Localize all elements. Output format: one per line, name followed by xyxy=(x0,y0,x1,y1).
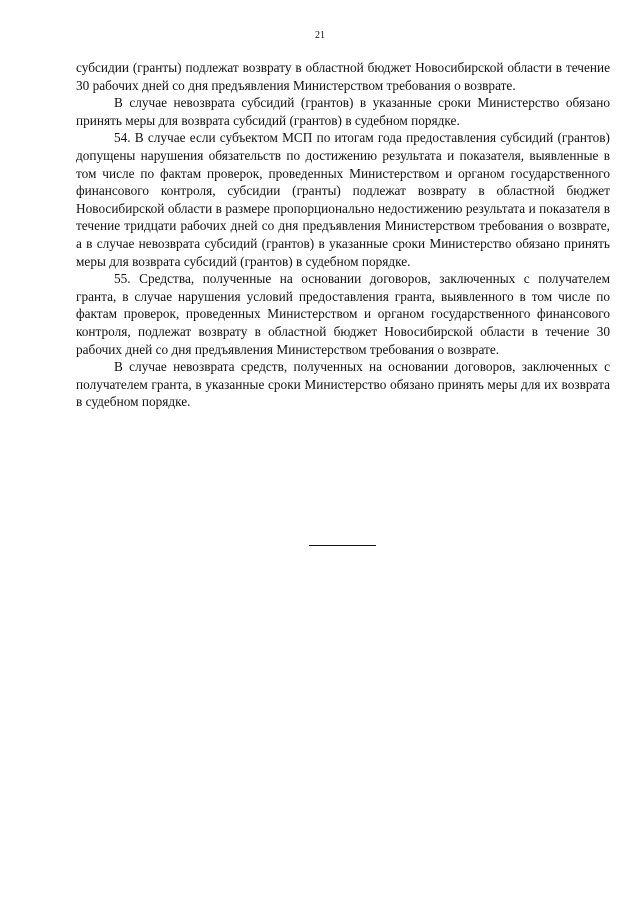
paragraph-item-54: 54. В случае если субъектом МСП по итогам года предоставления субсидий (грантов) допущены нарушения обязательств по достижению результата и показателя, выявленные в том числе по фактам проверок, проведенных Министерством и органом государственного финансового контроля, субсидии (гранты) подлежат возврату в областной бюджет Новосибирской области в размере пропорционально недостижению результата и показателя в течение тридцати рабочих дней со дня предъявления Министерством требования о возврате, а в случае невозврата субсидий (грантов) в указанные сроки Министерство обязано принять меры для возврата субсидий (грантов) в судебном порядке. xyxy=(76,130,610,269)
paragraph-subsidy-recovery: В случае невозврата субсидий (грантов) в указанные сроки Министерство обязано принять меры для возврата субсидий (грантов) в судебном порядке. xyxy=(76,95,610,128)
page-number: 21 xyxy=(315,30,325,41)
document-body xyxy=(76,59,610,411)
paragraph-funds-recovery: В случае невозврата средств, полученных на основании договоров, заключенных с получателем гранта, в указанные сроки Министерство обязано принять меры для их возврата в судебном порядке. xyxy=(76,359,610,410)
end-of-document-rule xyxy=(309,545,376,546)
paragraph-item-55: 55. Средства, полученные на основании договоров, заключенных с получателем гранта, в случае нарушения условий предоставления гранта, выявленного в том числе по фактам проверок, проведенных Министерством и органом государственного финансового контроля, подлежат возврату в областной бюджет Новосибирской области в течение 30 рабочих дней со дня предъявления Министерством требования о возврате. xyxy=(76,271,610,357)
paragraph-continuation: субсидии (гранты) подлежат возврату в областной бюджет Новосибирской области в течение 30 рабочих дней со дня предъявления Министерством требования о возврате. xyxy=(76,60,610,93)
